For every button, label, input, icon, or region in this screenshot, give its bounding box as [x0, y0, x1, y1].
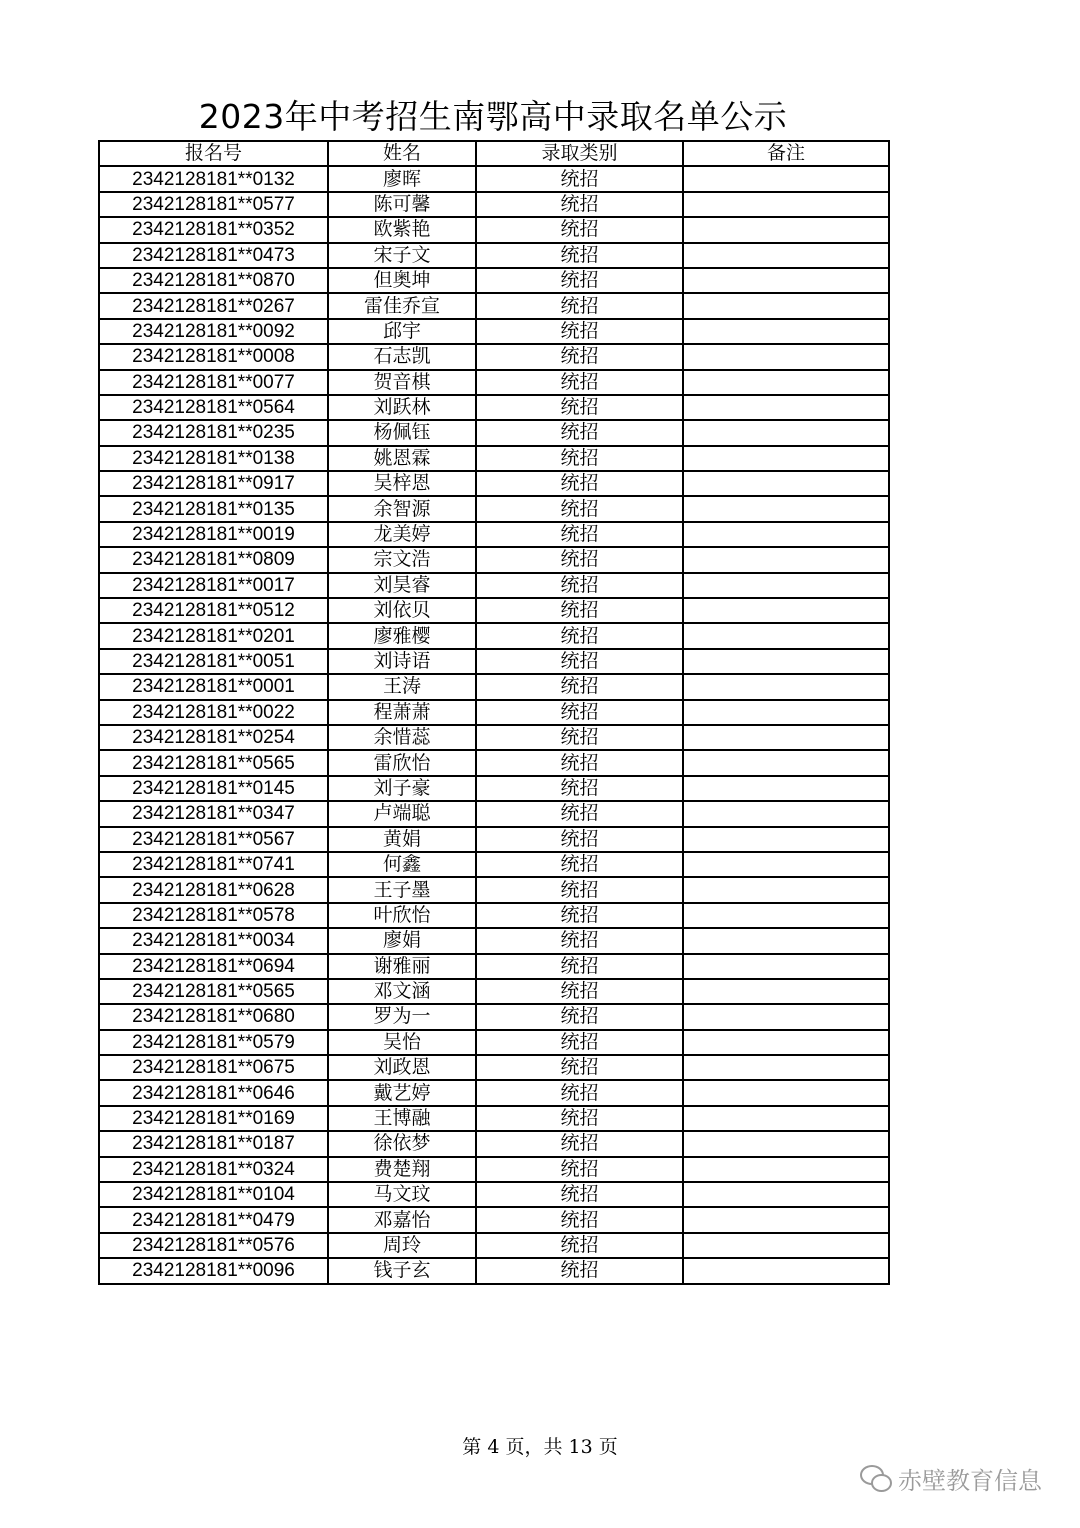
cell-admission-category: 统招	[476, 496, 683, 521]
cell-remarks	[683, 649, 889, 674]
cell-remarks	[683, 725, 889, 750]
table-row	[99, 954, 889, 979]
cell-remarks	[683, 852, 889, 877]
cell-name: 程萧萧	[328, 700, 476, 725]
page-number: 第 4 页，共 13 页	[462, 1436, 618, 1458]
table-row	[99, 192, 889, 217]
table-row	[99, 700, 889, 725]
cell-admission-category: 统招	[476, 1258, 683, 1283]
cell-registration-number: 2342128181**0628	[99, 877, 328, 902]
cell-admission-category: 统招	[476, 979, 683, 1004]
cell-remarks	[683, 1004, 889, 1029]
cell-name: 费楚翔	[328, 1157, 476, 1182]
cell-admission-category: 统招	[476, 852, 683, 877]
cell-name: 刘跃林	[328, 395, 476, 420]
cell-registration-number: 2342128181**0235	[99, 420, 328, 445]
table-row	[99, 877, 889, 902]
cell-registration-number: 2342128181**0187	[99, 1131, 328, 1156]
cell-remarks	[683, 268, 889, 293]
table-row	[99, 903, 889, 928]
cell-remarks	[683, 827, 889, 852]
cell-name: 卢端聪	[328, 801, 476, 826]
table-row	[99, 725, 889, 750]
cell-name: 周玲	[328, 1233, 476, 1258]
header-name: 姓名	[328, 141, 476, 166]
table-row	[99, 1080, 889, 1105]
cell-remarks	[683, 217, 889, 242]
cell-remarks	[683, 370, 889, 395]
cell-name: 吴梓恩	[328, 471, 476, 496]
cell-remarks	[683, 776, 889, 801]
cell-registration-number: 2342128181**0001	[99, 674, 328, 699]
table-row	[99, 395, 889, 420]
cell-registration-number: 2342128181**0169	[99, 1106, 328, 1131]
cell-admission-category: 统招	[476, 344, 683, 369]
cell-remarks	[683, 522, 889, 547]
cell-name: 黄娟	[328, 827, 476, 852]
cell-name: 廖雅樱	[328, 623, 476, 648]
cell-registration-number: 2342128181**0145	[99, 776, 328, 801]
cell-registration-number: 2342128181**0809	[99, 547, 328, 572]
cell-name: 姚恩霖	[328, 446, 476, 471]
cell-remarks	[683, 903, 889, 928]
cell-registration-number: 2342128181**0104	[99, 1182, 328, 1207]
table-row	[99, 522, 889, 547]
cell-registration-number: 2342128181**0473	[99, 243, 328, 268]
cell-name: 刘依贝	[328, 598, 476, 623]
cell-registration-number: 2342128181**0267	[99, 293, 328, 318]
cell-admission-category: 统招	[476, 547, 683, 572]
cell-name: 马文玟	[328, 1182, 476, 1207]
cell-name: 余智源	[328, 496, 476, 521]
watermark-text: 赤壁教育信息	[898, 1466, 1042, 1495]
cell-admission-category: 统招	[476, 268, 683, 293]
cell-name: 何鑫	[328, 852, 476, 877]
admission-table	[98, 140, 890, 1285]
cell-remarks	[683, 1106, 889, 1131]
cell-name: 但奥坤	[328, 268, 476, 293]
cell-remarks	[683, 1157, 889, 1182]
cell-remarks	[683, 547, 889, 572]
cell-registration-number: 2342128181**0077	[99, 370, 328, 395]
cell-name: 雷佳乔宣	[328, 293, 476, 318]
cell-remarks	[683, 420, 889, 445]
cell-registration-number: 2342128181**0565	[99, 979, 328, 1004]
cell-admission-category: 统招	[476, 801, 683, 826]
cell-remarks	[683, 1207, 889, 1232]
cell-admission-category: 统招	[476, 1131, 683, 1156]
cell-remarks	[683, 801, 889, 826]
cell-remarks	[683, 700, 889, 725]
cell-admission-category: 统招	[476, 903, 683, 928]
cell-remarks	[683, 293, 889, 318]
wechat-icon	[860, 1465, 890, 1491]
table-row	[99, 598, 889, 623]
cell-name: 罗为一	[328, 1004, 476, 1029]
cell-name: 雷欣怡	[328, 750, 476, 775]
header-admission-category: 录取类别	[476, 141, 683, 166]
cell-registration-number: 2342128181**0479	[99, 1207, 328, 1232]
cell-name: 谢雅丽	[328, 954, 476, 979]
table-row	[99, 928, 889, 953]
cell-remarks	[683, 674, 889, 699]
table-row	[99, 471, 889, 496]
cell-remarks	[683, 192, 889, 217]
cell-name: 钱子玄	[328, 1258, 476, 1283]
cell-name: 石志凯	[328, 344, 476, 369]
page-title: 2023年中考招生南鄂高中录取名单公示	[198, 97, 788, 136]
table-row	[99, 1157, 889, 1182]
table-row	[99, 420, 889, 445]
cell-admission-category: 统招	[476, 1207, 683, 1232]
cell-remarks	[683, 928, 889, 953]
cell-name: 戴艺婷	[328, 1080, 476, 1105]
cell-admission-category: 统招	[476, 776, 683, 801]
cell-admission-category: 统招	[476, 1157, 683, 1182]
cell-name: 欧紫艳	[328, 217, 476, 242]
table-row	[99, 1258, 889, 1283]
cell-registration-number: 2342128181**0741	[99, 852, 328, 877]
cell-remarks	[683, 1233, 889, 1258]
cell-remarks	[683, 954, 889, 979]
cell-registration-number: 2342128181**0352	[99, 217, 328, 242]
table-row	[99, 1004, 889, 1029]
cell-name: 贺音棋	[328, 370, 476, 395]
cell-admission-category: 统招	[476, 446, 683, 471]
cell-name: 陈可馨	[328, 192, 476, 217]
cell-remarks	[683, 344, 889, 369]
cell-remarks	[683, 166, 889, 191]
cell-name: 徐依梦	[328, 1131, 476, 1156]
cell-registration-number: 2342128181**0135	[99, 496, 328, 521]
table-row	[99, 268, 889, 293]
watermark	[860, 1460, 1042, 1496]
cell-remarks	[683, 1030, 889, 1055]
cell-registration-number: 2342128181**0008	[99, 344, 328, 369]
cell-registration-number: 2342128181**0034	[99, 928, 328, 953]
cell-admission-category: 统招	[476, 1106, 683, 1131]
cell-registration-number: 2342128181**0567	[99, 827, 328, 852]
table-row	[99, 776, 889, 801]
table-row	[99, 1030, 889, 1055]
cell-name: 刘政恩	[328, 1055, 476, 1080]
cell-registration-number: 2342128181**0694	[99, 954, 328, 979]
table-row	[99, 217, 889, 242]
cell-registration-number: 2342128181**0138	[99, 446, 328, 471]
table-row	[99, 674, 889, 699]
table-row	[99, 319, 889, 344]
cell-registration-number: 2342128181**0051	[99, 649, 328, 674]
cell-registration-number: 2342128181**0576	[99, 1233, 328, 1258]
cell-name: 宋子文	[328, 243, 476, 268]
cell-admission-category: 统招	[476, 750, 683, 775]
cell-name: 叶欣怡	[328, 903, 476, 928]
cell-name: 吴怡	[328, 1030, 476, 1055]
cell-name: 龙美婷	[328, 522, 476, 547]
cell-remarks	[683, 598, 889, 623]
cell-registration-number: 2342128181**0675	[99, 1055, 328, 1080]
cell-registration-number: 2342128181**0324	[99, 1157, 328, 1182]
cell-registration-number: 2342128181**0132	[99, 166, 328, 191]
table-row	[99, 370, 889, 395]
cell-admission-category: 统招	[476, 420, 683, 445]
cell-name: 邓文涵	[328, 979, 476, 1004]
cell-admission-category: 统招	[476, 243, 683, 268]
cell-remarks	[683, 1131, 889, 1156]
cell-admission-category: 统招	[476, 725, 683, 750]
cell-registration-number: 2342128181**0347	[99, 801, 328, 826]
cell-registration-number: 2342128181**0565	[99, 750, 328, 775]
cell-admission-category: 统招	[476, 1030, 683, 1055]
cell-name: 杨佩钰	[328, 420, 476, 445]
cell-admission-category: 统招	[476, 370, 683, 395]
cell-registration-number: 2342128181**0512	[99, 598, 328, 623]
table-row	[99, 1106, 889, 1131]
cell-registration-number: 2342128181**0917	[99, 471, 328, 496]
cell-name: 王博融	[328, 1106, 476, 1131]
cell-registration-number: 2342128181**0579	[99, 1030, 328, 1055]
table-row	[99, 496, 889, 521]
table-header-row	[99, 141, 889, 166]
table-body	[99, 166, 889, 1283]
table-row	[99, 446, 889, 471]
cell-admission-category: 统招	[476, 293, 683, 318]
cell-name: 刘诗语	[328, 649, 476, 674]
cell-registration-number: 2342128181**0564	[99, 395, 328, 420]
table-row	[99, 979, 889, 1004]
cell-remarks	[683, 1080, 889, 1105]
cell-registration-number: 2342128181**0578	[99, 903, 328, 928]
cell-registration-number: 2342128181**0680	[99, 1004, 328, 1029]
header-remarks: 备注	[683, 141, 889, 166]
cell-remarks	[683, 573, 889, 598]
cell-registration-number: 2342128181**0096	[99, 1258, 328, 1283]
table-row	[99, 1055, 889, 1080]
cell-admission-category: 统招	[476, 928, 683, 953]
cell-admission-category: 统招	[476, 522, 683, 547]
cell-remarks	[683, 243, 889, 268]
table-row	[99, 852, 889, 877]
cell-name: 余惜蕊	[328, 725, 476, 750]
cell-name: 邱宇	[328, 319, 476, 344]
cell-remarks	[683, 395, 889, 420]
table-row	[99, 547, 889, 572]
cell-remarks	[683, 1182, 889, 1207]
table-row	[99, 573, 889, 598]
cell-remarks	[683, 446, 889, 471]
cell-remarks	[683, 496, 889, 521]
cell-remarks	[683, 1258, 889, 1283]
cell-remarks	[683, 471, 889, 496]
cell-registration-number: 2342128181**0201	[99, 623, 328, 648]
cell-admission-category: 统招	[476, 827, 683, 852]
table-row	[99, 649, 889, 674]
cell-remarks	[683, 877, 889, 902]
cell-remarks	[683, 1055, 889, 1080]
table-row	[99, 801, 889, 826]
cell-admission-category: 统招	[476, 598, 683, 623]
cell-name: 廖晖	[328, 166, 476, 191]
table-row	[99, 1233, 889, 1258]
cell-admission-category: 统招	[476, 471, 683, 496]
cell-remarks	[683, 979, 889, 1004]
cell-admission-category: 统招	[476, 166, 683, 191]
cell-remarks	[683, 750, 889, 775]
table-row	[99, 1182, 889, 1207]
cell-registration-number: 2342128181**0092	[99, 319, 328, 344]
cell-name: 刘子豪	[328, 776, 476, 801]
table-row	[99, 750, 889, 775]
cell-admission-category: 统招	[476, 623, 683, 648]
cell-remarks	[683, 623, 889, 648]
cell-registration-number: 2342128181**0577	[99, 192, 328, 217]
cell-registration-number: 2342128181**0254	[99, 725, 328, 750]
cell-admission-category: 统招	[476, 700, 683, 725]
cell-name: 刘昊睿	[328, 573, 476, 598]
cell-remarks	[683, 319, 889, 344]
cell-name: 邓嘉怡	[328, 1207, 476, 1232]
cell-admission-category: 统招	[476, 573, 683, 598]
table-row	[99, 243, 889, 268]
cell-admission-category: 统招	[476, 954, 683, 979]
cell-registration-number: 2342128181**0017	[99, 573, 328, 598]
cell-admission-category: 统招	[476, 192, 683, 217]
cell-name: 王涛	[328, 674, 476, 699]
table-row	[99, 166, 889, 191]
cell-name: 王子墨	[328, 877, 476, 902]
cell-name: 宗文浩	[328, 547, 476, 572]
cell-admission-category: 统招	[476, 877, 683, 902]
cell-name: 廖娟	[328, 928, 476, 953]
cell-admission-category: 统招	[476, 217, 683, 242]
cell-admission-category: 统招	[476, 1080, 683, 1105]
table-row	[99, 623, 889, 648]
table-row	[99, 344, 889, 369]
cell-registration-number: 2342128181**0019	[99, 522, 328, 547]
cell-admission-category: 统招	[476, 1182, 683, 1207]
table-row	[99, 293, 889, 318]
cell-registration-number: 2342128181**0646	[99, 1080, 328, 1105]
cell-admission-category: 统招	[476, 649, 683, 674]
cell-admission-category: 统招	[476, 395, 683, 420]
cell-admission-category: 统招	[476, 1004, 683, 1029]
cell-admission-category: 统招	[476, 674, 683, 699]
header-registration-number: 报名号	[99, 141, 328, 166]
cell-admission-category: 统招	[476, 1055, 683, 1080]
cell-registration-number: 2342128181**0022	[99, 700, 328, 725]
table-row	[99, 827, 889, 852]
cell-registration-number: 2342128181**0870	[99, 268, 328, 293]
cell-admission-category: 统招	[476, 1233, 683, 1258]
table-row	[99, 1207, 889, 1232]
cell-admission-category: 统招	[476, 319, 683, 344]
table-row	[99, 1131, 889, 1156]
